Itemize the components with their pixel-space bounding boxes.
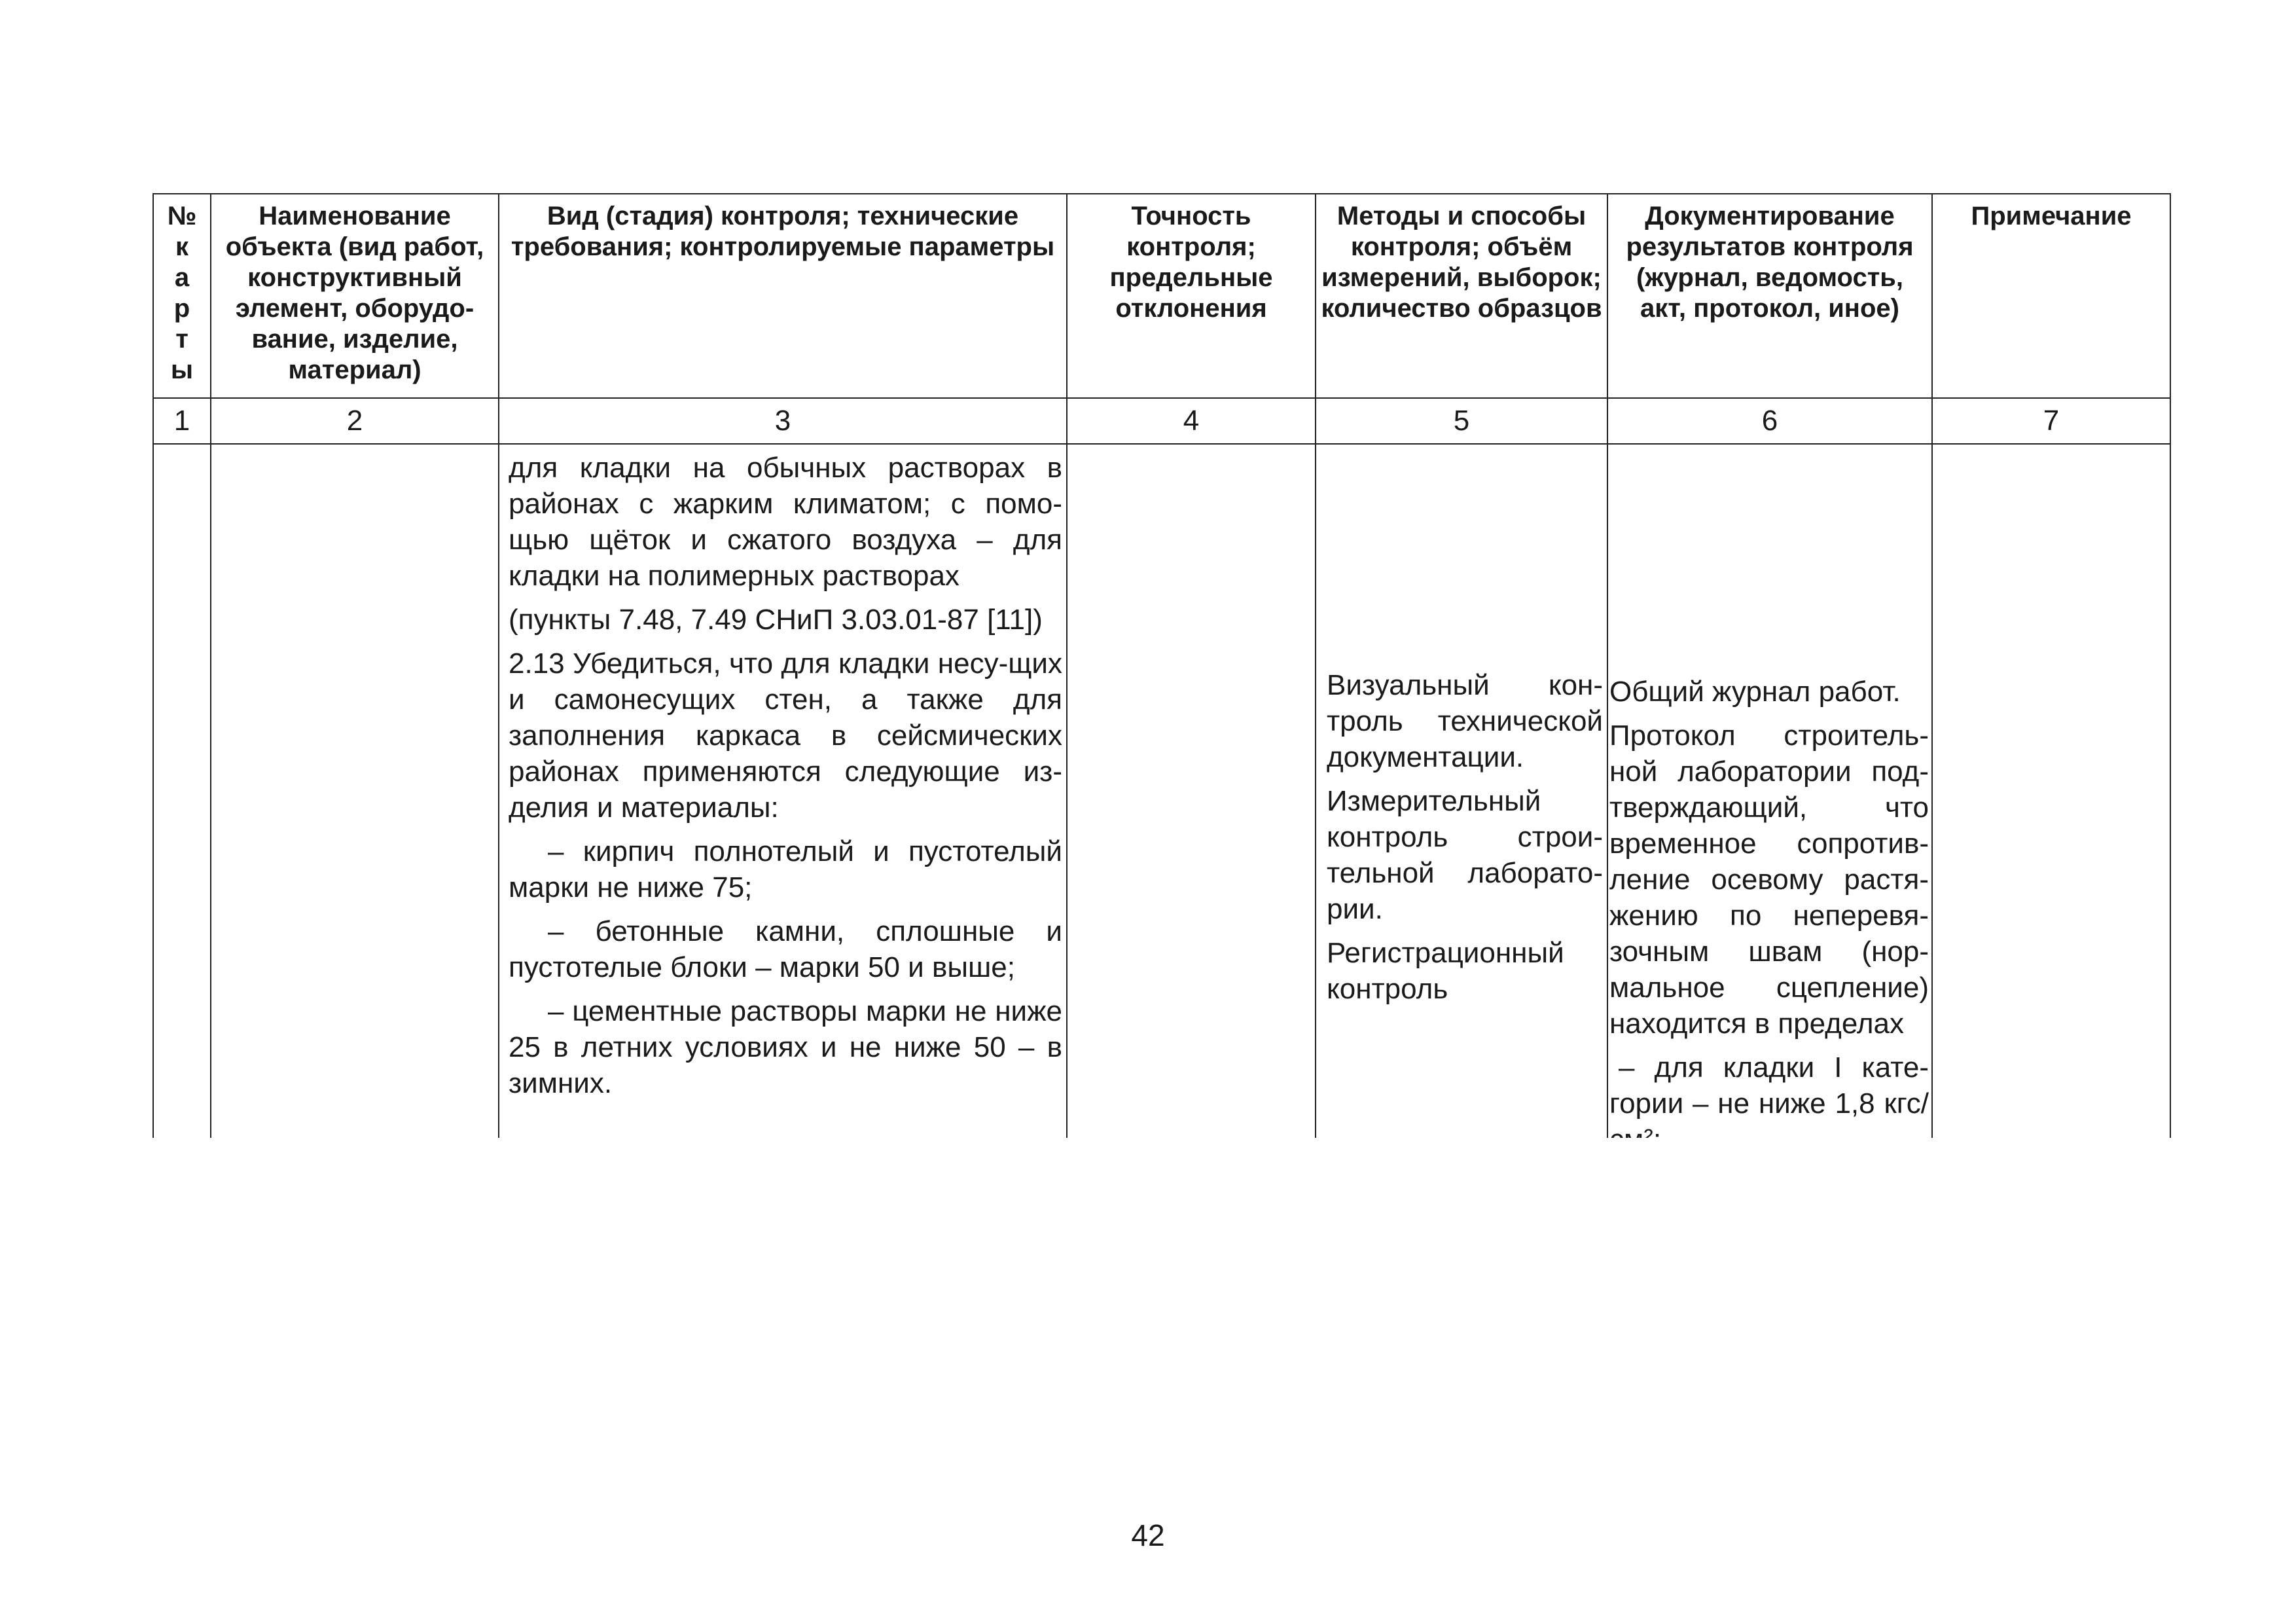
column-number: 3 (499, 398, 1067, 444)
method-text: Измерительный контроль строи-тельной лаборато-рии. (1327, 785, 1603, 925)
method-text: Визуальный кон-троль технической документации. (1327, 669, 1603, 773)
column-number-row (153, 398, 2170, 444)
documentation-text: Общий журнал работ. (1609, 676, 1901, 708)
column-number: 6 (1607, 398, 1932, 444)
header-card-number: № к а р т ы (153, 194, 211, 398)
column-number: 7 (1932, 398, 2170, 444)
header-note: Примечание (1932, 194, 2170, 398)
header-control-type: Вид (стадия) контроля; технические требования; контролируемые параметры (499, 194, 1067, 398)
documentation-text: Протокол строитель-ной лаборатории под-тверждающий, что временное сопротив-ление осевому растя-жению по неперевя-зочным швам (нор-мальное сцепление) находится в пределах (1609, 720, 1929, 1040)
page-cut-overlay (152, 1138, 2175, 1400)
header-documentation: Документирование результатов контроля (журнал, ведомость, акт, протокол, иное) (1607, 194, 1932, 398)
header-methods: Методы и способы контроля; объём измерений, выборок; количество образцов (1316, 194, 1607, 398)
column-number: 1 (153, 398, 211, 444)
column-number: 5 (1316, 398, 1607, 444)
column-number: 4 (1067, 398, 1316, 444)
header-row (153, 194, 2170, 398)
requirement-item-2-13: 2.13 Убедиться, что для кладки несу-щих и самонесущих стен, а также для заполнения каркаса в сейсмических районах применяются следующие из-делия и материалы: (509, 647, 1062, 824)
method-text: Регистрационный контроль (1327, 937, 1564, 1005)
requirement-reference: (пункты 7.48, 7.49 СНиП 3.03.01-87 [11]) (509, 604, 1043, 636)
header-object-name: Наименование объекта (вид работ, конструктивный элемент, оборудо-вание, изделие, материал) (211, 194, 499, 398)
requirement-bullet: – кирпич полнотелый и пустотелый марки не ниже 75; (509, 835, 1062, 903)
column-number: 2 (211, 398, 499, 444)
documentation-text: – для кладки I кате-гории – не ниже 1,8 кгс/ (1609, 1051, 1929, 1120)
page-number: 42 (1131, 1518, 1165, 1552)
requirement-text: для кладки на обычных растворах в районах с жарким климатом; с помо-щью щёток и сжатого воздуха – для кладки на полимерных растворах (509, 452, 1062, 592)
header-accuracy: Точность контроля; предельные отклонения (1067, 194, 1316, 398)
requirement-bullet: – бетонные камни, сплошные и пустотелые блоки – марки 50 и выше; (509, 915, 1062, 983)
requirement-bullet: – цементные растворы марки не ниже 25 в летних условиях и не ниже 50 – в зимних. (509, 995, 1062, 1099)
